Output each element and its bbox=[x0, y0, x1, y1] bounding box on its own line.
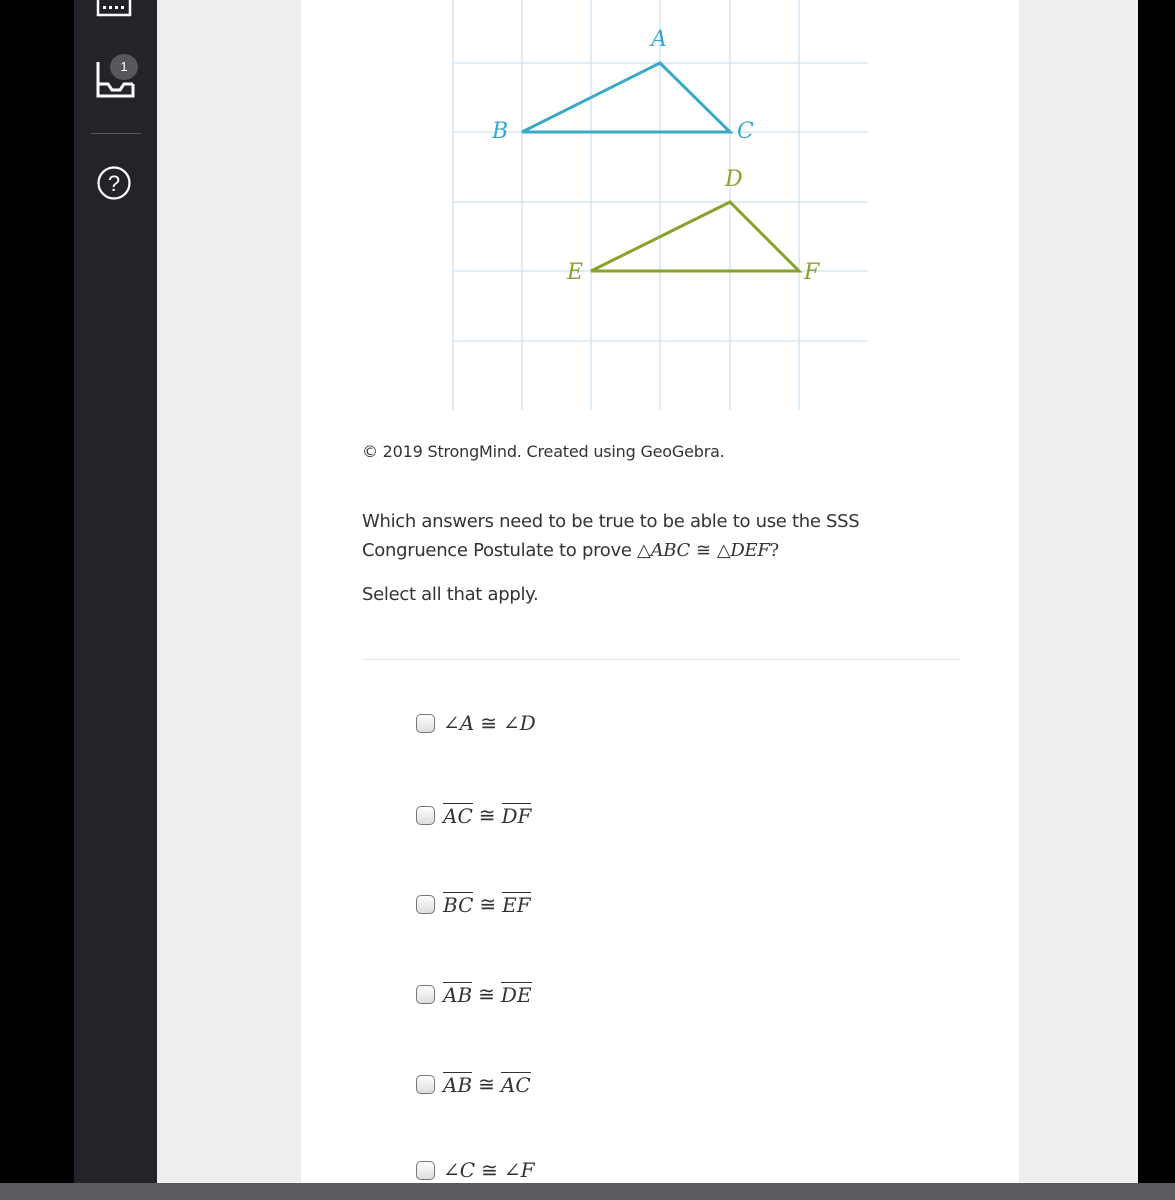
congruent-symbol: ≅ bbox=[696, 540, 711, 561]
option-right: DF bbox=[501, 804, 532, 828]
triangle-abc-symbol: △ABC bbox=[637, 540, 691, 561]
option-rel: ≅ bbox=[478, 803, 496, 827]
answer-option[interactable] bbox=[416, 710, 536, 736]
option-rel: ≅ bbox=[479, 892, 497, 916]
option-left: ∠C bbox=[443, 1158, 476, 1182]
option-right: ∠F bbox=[503, 1158, 535, 1182]
option-right: ∠D bbox=[502, 711, 536, 735]
label-d: D bbox=[725, 167, 743, 192]
triangle-def-symbol: △DEF bbox=[716, 540, 770, 561]
answer-option[interactable] bbox=[416, 802, 531, 828]
answer-label bbox=[443, 711, 536, 735]
answer-option[interactable] bbox=[416, 981, 532, 1007]
option-left: AC bbox=[443, 804, 473, 828]
triangle-figure bbox=[0, 0, 1175, 420]
question-mark: ? bbox=[769, 540, 779, 561]
answer-option[interactable] bbox=[416, 1157, 534, 1183]
answer-label bbox=[443, 1158, 534, 1182]
answer-label bbox=[443, 982, 532, 1006]
question-text bbox=[362, 507, 922, 565]
answer-option[interactable] bbox=[416, 891, 531, 917]
option-rel: ≅ bbox=[478, 1072, 495, 1096]
option-left: AB bbox=[443, 983, 473, 1007]
answer-label bbox=[443, 1072, 531, 1096]
help-glyph: ? bbox=[107, 171, 121, 196]
answer-checkbox[interactable] bbox=[416, 806, 435, 825]
option-left: AB bbox=[443, 1073, 473, 1097]
answer-label bbox=[443, 803, 531, 827]
option-right: DE bbox=[500, 983, 532, 1007]
answer-option[interactable] bbox=[416, 1071, 531, 1097]
answer-checkbox[interactable] bbox=[416, 714, 435, 733]
option-right: AC bbox=[500, 1073, 531, 1097]
triangle-abc bbox=[522, 63, 730, 132]
option-rel: ≅ bbox=[481, 1158, 498, 1182]
answer-checkbox[interactable] bbox=[416, 895, 435, 914]
label-c: C bbox=[737, 119, 754, 144]
bottom-bar bbox=[0, 1183, 1175, 1200]
answer-checkbox[interactable] bbox=[416, 1161, 435, 1180]
option-left: BC bbox=[443, 893, 474, 917]
option-left: ∠A bbox=[443, 711, 475, 735]
option-rel: ≅ bbox=[478, 982, 495, 1006]
divider bbox=[362, 659, 959, 660]
label-a: A bbox=[651, 27, 667, 52]
triangle-def bbox=[591, 202, 799, 271]
label-e: E bbox=[567, 260, 584, 285]
label-b: B bbox=[492, 119, 509, 144]
option-right: EF bbox=[502, 893, 531, 917]
notification-badge: 1 bbox=[110, 54, 138, 80]
label-f: F bbox=[804, 260, 820, 285]
answer-checkbox[interactable] bbox=[416, 985, 435, 1004]
answer-checkbox[interactable] bbox=[416, 1075, 435, 1094]
question-prompt: Which answers need to be true to be able to use the SSS Congruence Postulate to prove bbox=[362, 511, 860, 561]
answer-label bbox=[443, 892, 531, 916]
figure-credit: © 2019 StrongMind. Created using GeoGebra. bbox=[362, 442, 725, 461]
instruction-text: Select all that apply. bbox=[362, 584, 539, 605]
option-rel: ≅ bbox=[480, 711, 497, 735]
